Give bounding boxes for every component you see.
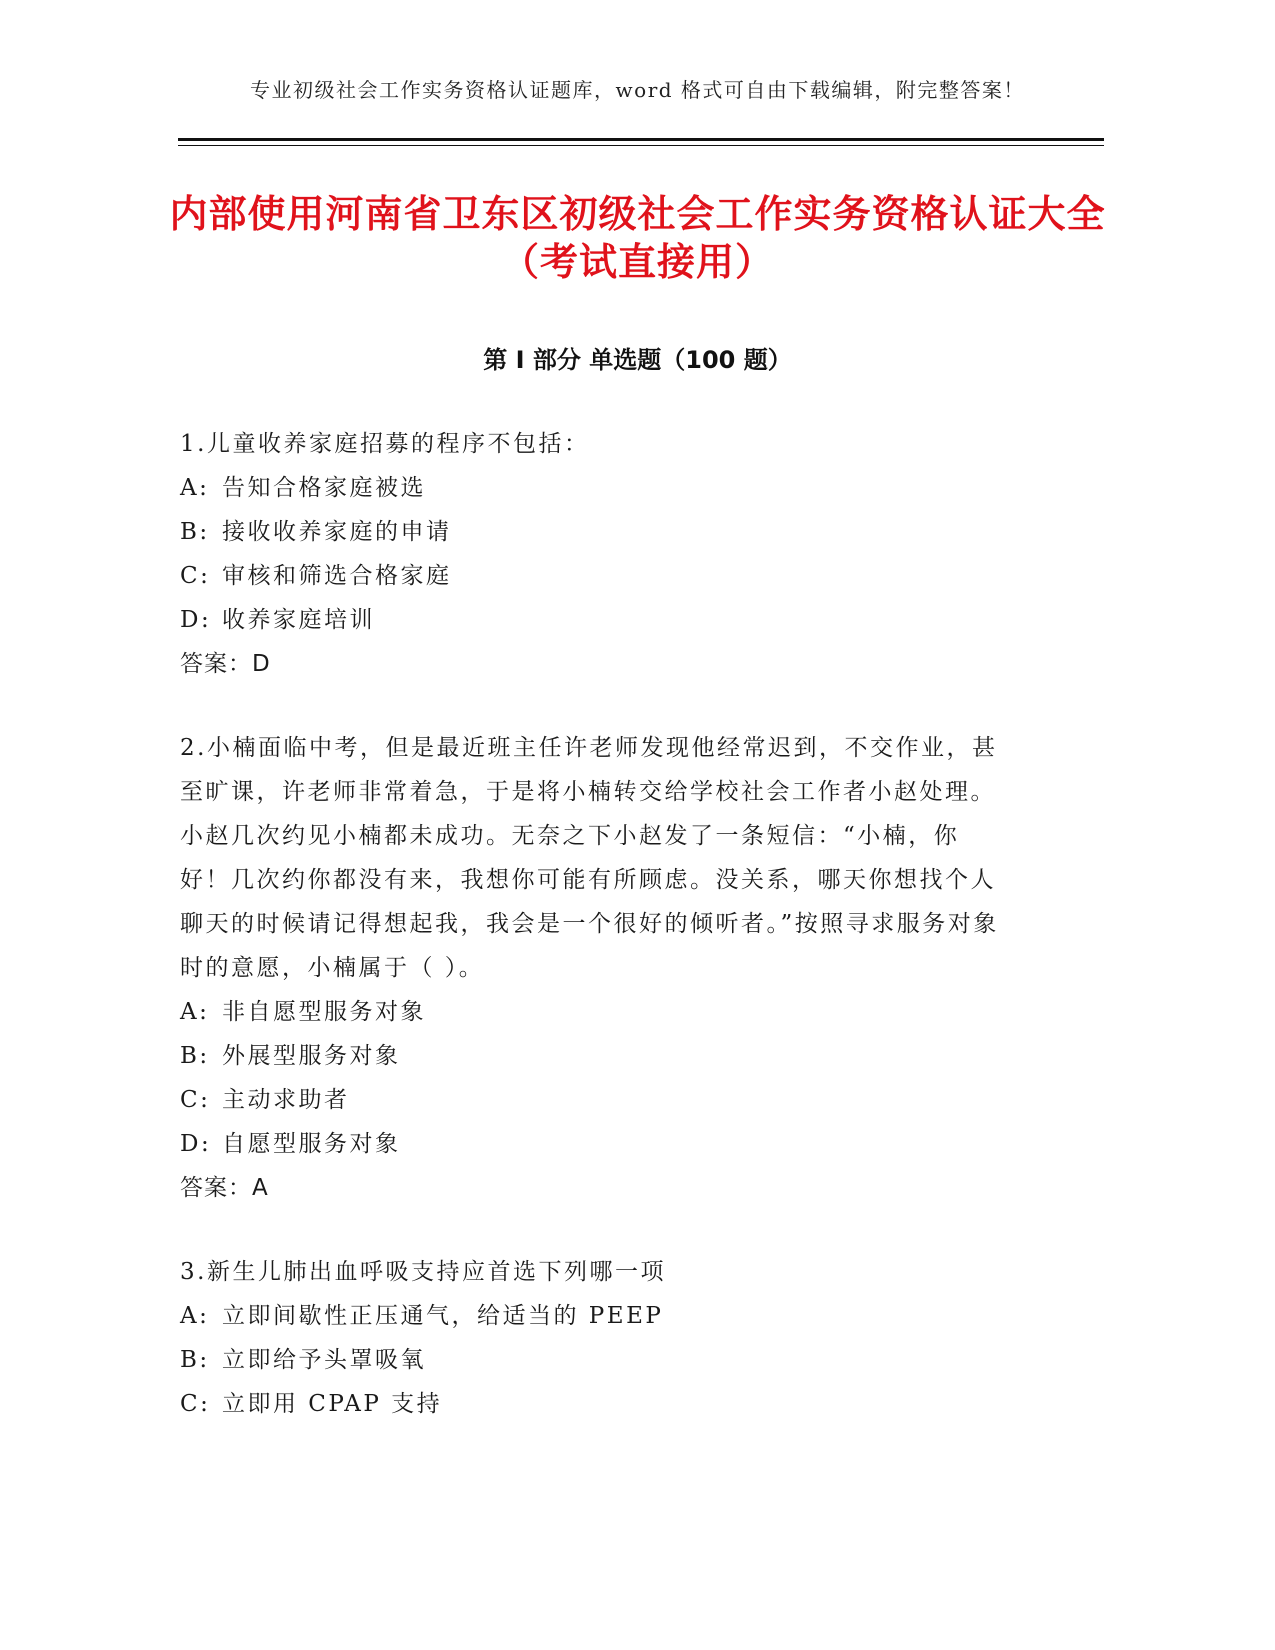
option-letter: D:: [180, 607, 212, 633]
option-text: 接收收养家庭的申请: [222, 519, 452, 545]
option-a: [180, 990, 1010, 1034]
option-b: [180, 510, 1010, 554]
question-stem: 3.新生儿肺出血呼吸支持应首选下列哪一项: [180, 1259, 666, 1285]
option-text: 非自愿型服务对象: [222, 999, 426, 1025]
section-heading: 第 I 部分 单选题（100 题）: [483, 346, 792, 374]
answer-line: 答案：A: [180, 1175, 269, 1201]
question-1: [180, 422, 1010, 686]
option-text: 立即给予头罩吸氧: [222, 1347, 426, 1373]
question-2: [180, 726, 1010, 1210]
question-3: [180, 1250, 1010, 1426]
option-letter: A:: [180, 999, 210, 1025]
option-letter: C:: [180, 563, 211, 589]
option-text: 立即用 CPAP 支持: [222, 1391, 443, 1417]
question-stem: 1.儿童收养家庭招募的程序不包括：: [180, 431, 590, 457]
answer-line: 答案：D: [180, 651, 271, 677]
option-c: [180, 1382, 1010, 1426]
option-letter: B:: [180, 1347, 210, 1373]
option-text: 审核和筛选合格家庭: [222, 563, 452, 589]
option-letter: D:: [180, 1131, 212, 1157]
option-text: 自愿型服务对象: [222, 1131, 401, 1157]
option-text: 外展型服务对象: [222, 1043, 401, 1069]
option-text: 立即间歇性正压通气，给适当的 PEEP: [222, 1303, 664, 1329]
option-b: [180, 1338, 1010, 1382]
question-stem: 2.小楠面临中考，但是最近班主任许老师发现他经常迟到，不交作业，甚至旷课，许老师非常着急，于是将小楠转交给学校社会工作者小赵处理。小赵几次约见小楠都未成功。无奈之下小赵发了一条短信：“小楠，你好！几次约你都没有来，我想你可能有所顾虑。没关系，哪天你想找个人聊天的时候请记得想起我，我会是一个很好的倾听者。”按照寻求服务对象时的意愿，小楠属于（ ）。: [180, 735, 999, 981]
option-letter: B:: [180, 519, 210, 545]
header-rule-thin: [178, 145, 1104, 146]
option-c: [180, 554, 1010, 598]
option-a: [180, 1294, 1010, 1338]
option-text: 收养家庭培训: [222, 607, 375, 633]
header-rule-thick: [178, 138, 1104, 141]
option-b: [180, 1034, 1010, 1078]
option-letter: C:: [180, 1087, 211, 1113]
option-text: 告知合格家庭被选: [222, 475, 426, 501]
option-letter: A:: [180, 475, 210, 501]
option-text: 主动求助者: [222, 1087, 350, 1113]
question-list: [180, 422, 1010, 1466]
option-d: [180, 1122, 1010, 1166]
option-d: [180, 598, 1010, 642]
option-letter: B:: [180, 1043, 210, 1069]
option-a: [180, 466, 1010, 510]
document-title: 内部使用河南省卫东区初级社会工作实务资格认证大全（考试直接用）: [169, 192, 1106, 284]
header-note: 专业初级社会工作实务资格认证题库，word 格式可自由下载编辑，附完整答案！: [250, 78, 1025, 102]
option-letter: C:: [180, 1391, 211, 1417]
option-c: [180, 1078, 1010, 1122]
option-letter: A:: [180, 1303, 210, 1329]
